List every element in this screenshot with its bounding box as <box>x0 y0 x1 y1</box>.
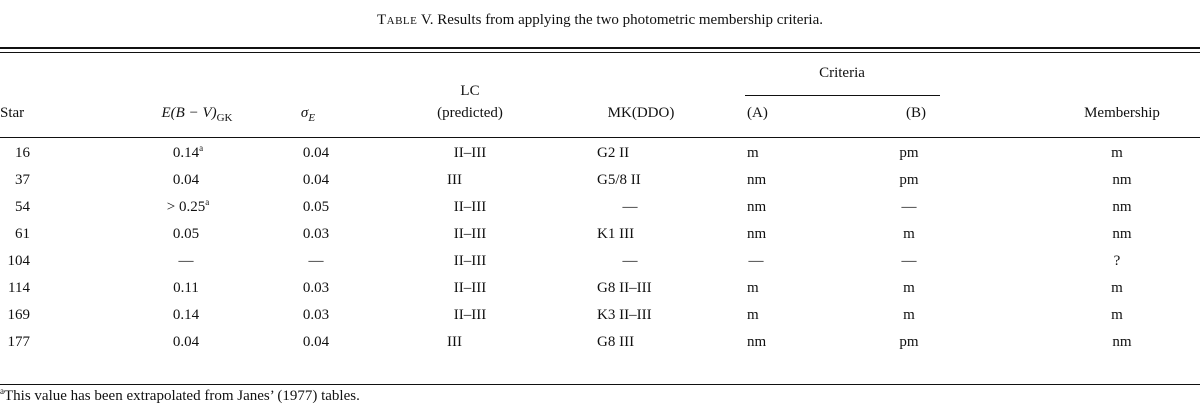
cell-crit-b: m <box>903 226 915 242</box>
cell-star: 104 <box>7 253 30 269</box>
cell-membership: m <box>1111 145 1123 161</box>
header-star: Star <box>0 105 25 121</box>
table-caption <box>0 12 1200 29</box>
table-row <box>0 280 1200 305</box>
bottom-rule <box>0 384 1200 385</box>
cell-sigma: 0.03 <box>302 307 330 323</box>
cell-ebv: — <box>178 253 194 269</box>
cell-crit-b: pm <box>899 172 919 188</box>
table-row <box>0 199 1200 224</box>
cell-sigma: 0.04 <box>302 145 330 161</box>
cell-lc: III <box>447 172 462 188</box>
caption-label: Table <box>376 12 418 28</box>
cell-crit-a: nm <box>747 172 767 188</box>
header-mk: MK(DDO) <box>607 105 675 121</box>
header-crit-b: (B) <box>906 105 926 121</box>
cell-membership: nm <box>1112 172 1132 188</box>
table-row <box>0 145 1200 170</box>
cell-ebv: 0.05 <box>172 226 200 242</box>
header-ebv-main: E(B − V) <box>161 105 217 121</box>
cell-lc: II–III <box>453 307 487 323</box>
cell-mk: G8 III <box>597 334 635 350</box>
header-sigma-sub: E <box>308 112 316 124</box>
cell-crit-b: — <box>901 199 917 215</box>
caption-text: Results from applying the two photometric membership criteria. <box>437 12 824 28</box>
cell-sigma: 0.04 <box>302 334 330 350</box>
cell-mk: K1 III <box>597 226 635 242</box>
caption-number: V. <box>420 12 434 28</box>
table-row <box>0 307 1200 332</box>
table-row <box>0 253 1200 278</box>
cell-membership: ? <box>1113 253 1121 269</box>
cell-star: 114 <box>8 280 30 296</box>
cell-ebv: 0.14$^a$ <box>172 143 204 161</box>
cell-mk: G5/8 II <box>597 172 641 188</box>
table-row <box>0 334 1200 359</box>
footnote-text: This value has been extrapolated from Janes’ (1977) tables. <box>4 388 360 404</box>
cell-lc: II–III <box>453 199 487 215</box>
cell-membership: nm <box>1112 226 1132 242</box>
cell-lc: II–III <box>453 280 487 296</box>
table-footnote <box>0 388 360 405</box>
criteria-rule <box>745 95 940 96</box>
cell-ebv: 0.04 <box>172 334 200 350</box>
cell-star: 169 <box>7 307 30 323</box>
cell-ebv: 0.11 <box>173 280 199 296</box>
cell-sigma: 0.05 <box>302 199 330 215</box>
cell-mk: G2 II <box>597 145 630 161</box>
top-rule-thick <box>0 47 1200 49</box>
cell-mk: — <box>622 253 638 269</box>
header-sigma-main: σ <box>300 105 309 121</box>
header-sigma <box>301 105 315 124</box>
cell-crit-a: nm <box>747 334 767 350</box>
cell-sigma: — <box>308 253 324 269</box>
cell-star: 54 <box>15 199 30 215</box>
table-row <box>0 172 1200 197</box>
header-ebv <box>162 105 233 124</box>
header-rule <box>0 137 1200 138</box>
cell-membership: m <box>1111 307 1123 323</box>
cell-sigma: 0.03 <box>302 280 330 296</box>
header-criteria: Criteria <box>819 65 865 81</box>
cell-lc: III <box>447 334 462 350</box>
cell-ebv: 0.04 <box>172 172 200 188</box>
cell-crit-b: pm <box>899 145 919 161</box>
footnote-mark: a <box>0 386 4 396</box>
cell-ebv: 0.14 <box>172 307 200 323</box>
cell-crit-a: m <box>747 280 759 296</box>
cell-crit-a: m <box>747 307 759 323</box>
cell-crit-a: nm <box>747 199 767 215</box>
cell-membership: nm <box>1112 334 1132 350</box>
cell-star: 16 <box>15 145 30 161</box>
cell-star: 37 <box>15 172 30 188</box>
header-ebv-sub: GK <box>216 112 233 124</box>
cell-mk: — <box>622 199 638 215</box>
cell-crit-a: nm <box>747 226 767 242</box>
cell-star: 61 <box>15 226 30 242</box>
cell-sigma: 0.04 <box>302 172 330 188</box>
cell-membership: m <box>1111 280 1123 296</box>
cell-lc: II–III <box>453 226 487 242</box>
header-lc-line1: LC <box>460 83 480 99</box>
cell-mk: K3 II–III <box>597 307 652 323</box>
header-crit-a: (A) <box>747 105 768 121</box>
cell-lc: II–III <box>453 145 487 161</box>
top-rule-thin <box>0 52 1200 53</box>
cell-membership: nm <box>1112 199 1132 215</box>
cell-crit-b: m <box>903 307 915 323</box>
cell-lc: II–III <box>453 253 487 269</box>
cell-crit-b: m <box>903 280 915 296</box>
cell-crit-a: — <box>748 253 764 269</box>
cell-sigma: 0.03 <box>302 226 330 242</box>
table-row <box>0 226 1200 251</box>
cell-ebv: > 0.25$^a$ <box>166 197 210 215</box>
cell-star: 177 <box>7 334 30 350</box>
cell-crit-b: pm <box>899 334 919 350</box>
cell-crit-a: m <box>747 145 759 161</box>
header-lc-line2: (predicted) <box>437 105 503 121</box>
cell-crit-b: — <box>901 253 917 269</box>
header-membership: Membership <box>1084 105 1160 121</box>
cell-mk: G8 II–III <box>597 280 652 296</box>
